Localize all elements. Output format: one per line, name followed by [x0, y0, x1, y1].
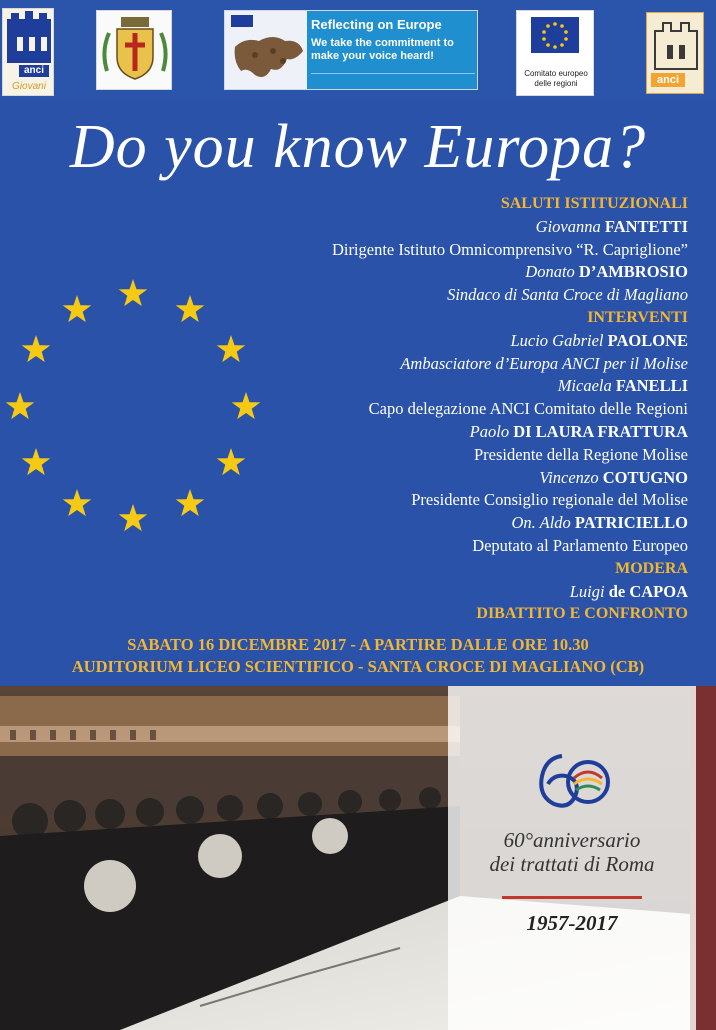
eu-stars-circle-icon — [0, 270, 270, 540]
banner-divider — [311, 73, 475, 81]
speaker-role: Dirigente Istituto Omnicomprensivo “R. Capriglione” — [331, 239, 688, 259]
speaker-cotugno — [258, 467, 688, 490]
speaker-frattura — [258, 421, 688, 444]
speaker-first-name: On. Aldo — [511, 513, 571, 533]
speaker-first-name: Paolo — [469, 421, 510, 441]
banner-subtitle: We take the commitment to make your voice heard! — [311, 37, 454, 62]
speaker-first-name: Lucio Gabriel — [510, 330, 604, 350]
speaker-first-name: Donato — [525, 262, 575, 282]
anniversary-line-2: dei trattati di Roma — [489, 852, 655, 876]
banner-title: Reflecting on Europe — [311, 17, 442, 32]
speaker-role: Capo delegazione ANCI Comitato delle Regioni — [368, 399, 688, 419]
speaker-patriciello — [258, 512, 688, 535]
sixty-anniversary-logo-icon — [532, 748, 612, 814]
anniversary-divider — [502, 896, 642, 899]
speaker-role: Presidente della Regione Molise — [474, 444, 688, 464]
modera-heading: MODERA — [615, 559, 688, 577]
cdr-line-2: delle regioni — [534, 79, 578, 88]
anci-left-sub: Giovani — [12, 81, 46, 92]
interventi-heading: INTERVENTI — [587, 308, 688, 326]
speaker-role: Sindaco di Santa Croce di Magliano — [447, 285, 688, 305]
speaker-fanelli — [258, 375, 688, 398]
speaker-first-name: Giovanna — [535, 216, 601, 236]
speaker-role: Deputato al Parlamento Europeo — [472, 535, 688, 555]
comitato-regioni-logo — [516, 10, 594, 96]
speaker-last-name: FANTETTI — [604, 216, 688, 236]
anniversary-panel — [448, 686, 696, 1030]
cdr-line-1: Comitato europeo — [524, 69, 588, 78]
europe-map-graphic — [225, 11, 307, 90]
speaker-first-name: Micaela — [557, 376, 612, 396]
event-date: SABATO 16 DICEMBRE 2017 - A PARTIRE DALLE ORE 10.30 — [127, 635, 589, 654]
reflecting-on-europe-banner — [224, 10, 478, 90]
speaker-last-name: PAOLONE — [607, 330, 688, 350]
europe-map-icon — [225, 11, 307, 90]
anci-logo — [646, 12, 704, 94]
crest-icon — [97, 11, 172, 90]
speaker-last-name: D’AMBROSIO — [578, 262, 688, 282]
speaker-fantetti — [258, 216, 688, 239]
moderator-decapoa — [258, 581, 688, 604]
speaker-role: Ambasciatore d’Europa ANCI per il Molise — [400, 353, 688, 373]
event-venue: AUDITORIUM LICEO SCIENTIFICO - SANTA CROCE DI MAGLIANO (CB) — [71, 657, 645, 676]
saluti-heading: SALUTI ISTITUZIONALI — [500, 195, 688, 212]
speaker-last-name: DI LAURA FRATTURA — [513, 421, 688, 441]
closing-heading: DIBATTITO E CONFRONTO — [476, 605, 688, 623]
speaker-last-name: de CAPOA — [608, 581, 688, 601]
cdr-caption — [517, 69, 594, 89]
anci-left-name: anci — [19, 65, 49, 77]
speaker-last-name: PATRICIELLO — [574, 513, 688, 533]
anci-right-name: anci — [651, 73, 685, 87]
banner-text-panel — [307, 11, 478, 90]
logo-band — [0, 0, 716, 102]
poster-title: Do you know Europa? — [69, 113, 647, 181]
speaker-last-name: FANELLI — [615, 376, 688, 396]
speaker-role: Presidente Consiglio regionale del Molise — [411, 490, 688, 510]
programme — [258, 193, 688, 626]
speaker-paolone — [258, 330, 688, 353]
anniversary-line-1: 60°anniversario — [503, 828, 641, 852]
speaker-first-name: Luigi — [569, 581, 605, 601]
speaker-last-name: COTUGNO — [602, 467, 688, 487]
anci-giovani-logo — [2, 8, 54, 96]
comune-crest-logo — [96, 10, 172, 90]
eu-flag-icon — [531, 17, 579, 53]
speaker-first-name: Vincenzo — [539, 467, 599, 487]
anniversary-caption — [448, 828, 696, 876]
anniversary-years: 1957-2017 — [526, 911, 618, 935]
speaker-dambrosio — [258, 261, 688, 284]
event-info — [0, 634, 716, 678]
